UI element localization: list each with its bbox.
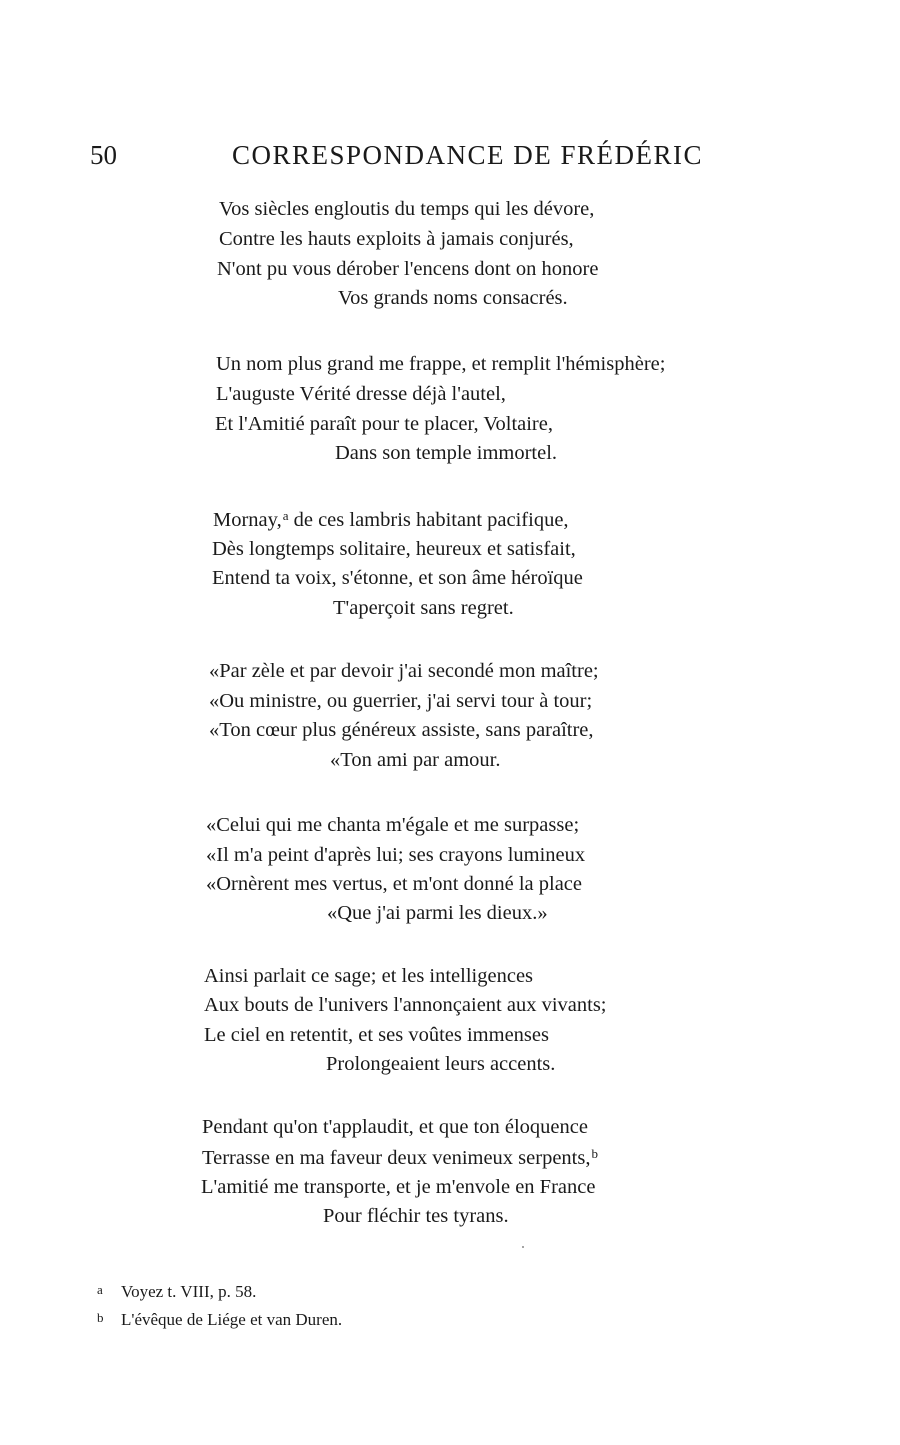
verse-line: «Que j'ai parmi les dieux.» <box>327 902 548 924</box>
verse-line: Pour fléchir tes tyrans. <box>323 1205 509 1227</box>
verse-line: Dès longtemps solitaire, heureux et satisfait, <box>212 538 576 560</box>
verse-line: Entend ta voix, s'étonne, et son âme héroïque <box>212 567 583 589</box>
verse-line: Vos grands noms consacrés. <box>338 287 568 309</box>
footnote-mark: b <box>97 1310 104 1325</box>
verse-line <box>213 509 569 531</box>
verse-line: «Ton ami par amour. <box>330 749 501 771</box>
footnote-mark: a <box>97 1282 103 1297</box>
page-number: 50 <box>90 140 117 170</box>
print-speck <box>522 1246 524 1248</box>
verse-line: Aux bouts de l'univers l'annonçaient aux vivants; <box>204 994 607 1016</box>
verse-line: L'auguste Vérité dresse déjà l'autel, <box>216 383 506 405</box>
running-title: CORRESPONDANCE DE FRÉDÉRIC <box>232 140 704 170</box>
verse-line: N'ont pu vous dérober l'encens dont on honore <box>217 258 599 280</box>
footnote-b <box>97 1311 342 1328</box>
footnote-a <box>97 1283 256 1300</box>
footnote-ref-a[interactable]: a <box>282 508 289 523</box>
verse-line: L'amitié me transporte, et je m'envole en France <box>201 1176 596 1198</box>
verse-line: Ainsi parlait ce sage; et les intelligences <box>204 965 534 987</box>
verse-line: Vos siècles engloutis du temps qui les dévore, <box>219 198 595 220</box>
verse-line-text: Terrasse en ma faveur deux venimeux serpents, <box>202 1147 591 1169</box>
verse-line: Pendant qu'on t'applaudit, et que ton éloquence <box>202 1116 588 1138</box>
verse-line: Le ciel en retentit, et ses voûtes immenses <box>204 1024 549 1046</box>
verse-line: Dans son temple immortel. <box>335 442 558 464</box>
verse-line: «Ton cœur plus généreux assiste, sans paraître, <box>209 719 594 741</box>
verse-line-start: Mornay, <box>213 509 282 531</box>
verse-line: «Ou ministre, ou guerrier, j'ai servi tour à tour; <box>209 690 593 712</box>
footnote-text: Voyez t. VIII, p. 58. <box>121 1282 257 1301</box>
footnote-text: L'évêque de Liége et van Duren. <box>121 1310 343 1329</box>
footnote-ref-b[interactable]: b <box>591 1146 598 1161</box>
verse-line: «Par zèle et par devoir j'ai secondé mon maître; <box>209 660 599 682</box>
verse-line: «Il m'a peint d'après lui; ses crayons lumineux <box>206 844 586 866</box>
verse-line: Contre les hauts exploits à jamais conjurés, <box>219 228 574 250</box>
verse-line: T'aperçoit sans regret. <box>333 597 514 619</box>
verse-line: Un nom plus grand me frappe, et remplit l'hémisphère; <box>216 353 666 375</box>
verse-line: «Celui qui me chanta m'égale et me surpasse; <box>206 814 580 836</box>
verse-line: Et l'Amitié paraît pour te placer, Voltaire, <box>215 413 553 435</box>
verse-line <box>202 1147 598 1169</box>
verse-line: Prolongeaient leurs accents. <box>326 1053 556 1075</box>
verse-line: «Ornèrent mes vertus, et m'ont donné la place <box>206 873 582 895</box>
verse-line-rest: de ces lambris habitant pacifique, <box>293 509 569 531</box>
